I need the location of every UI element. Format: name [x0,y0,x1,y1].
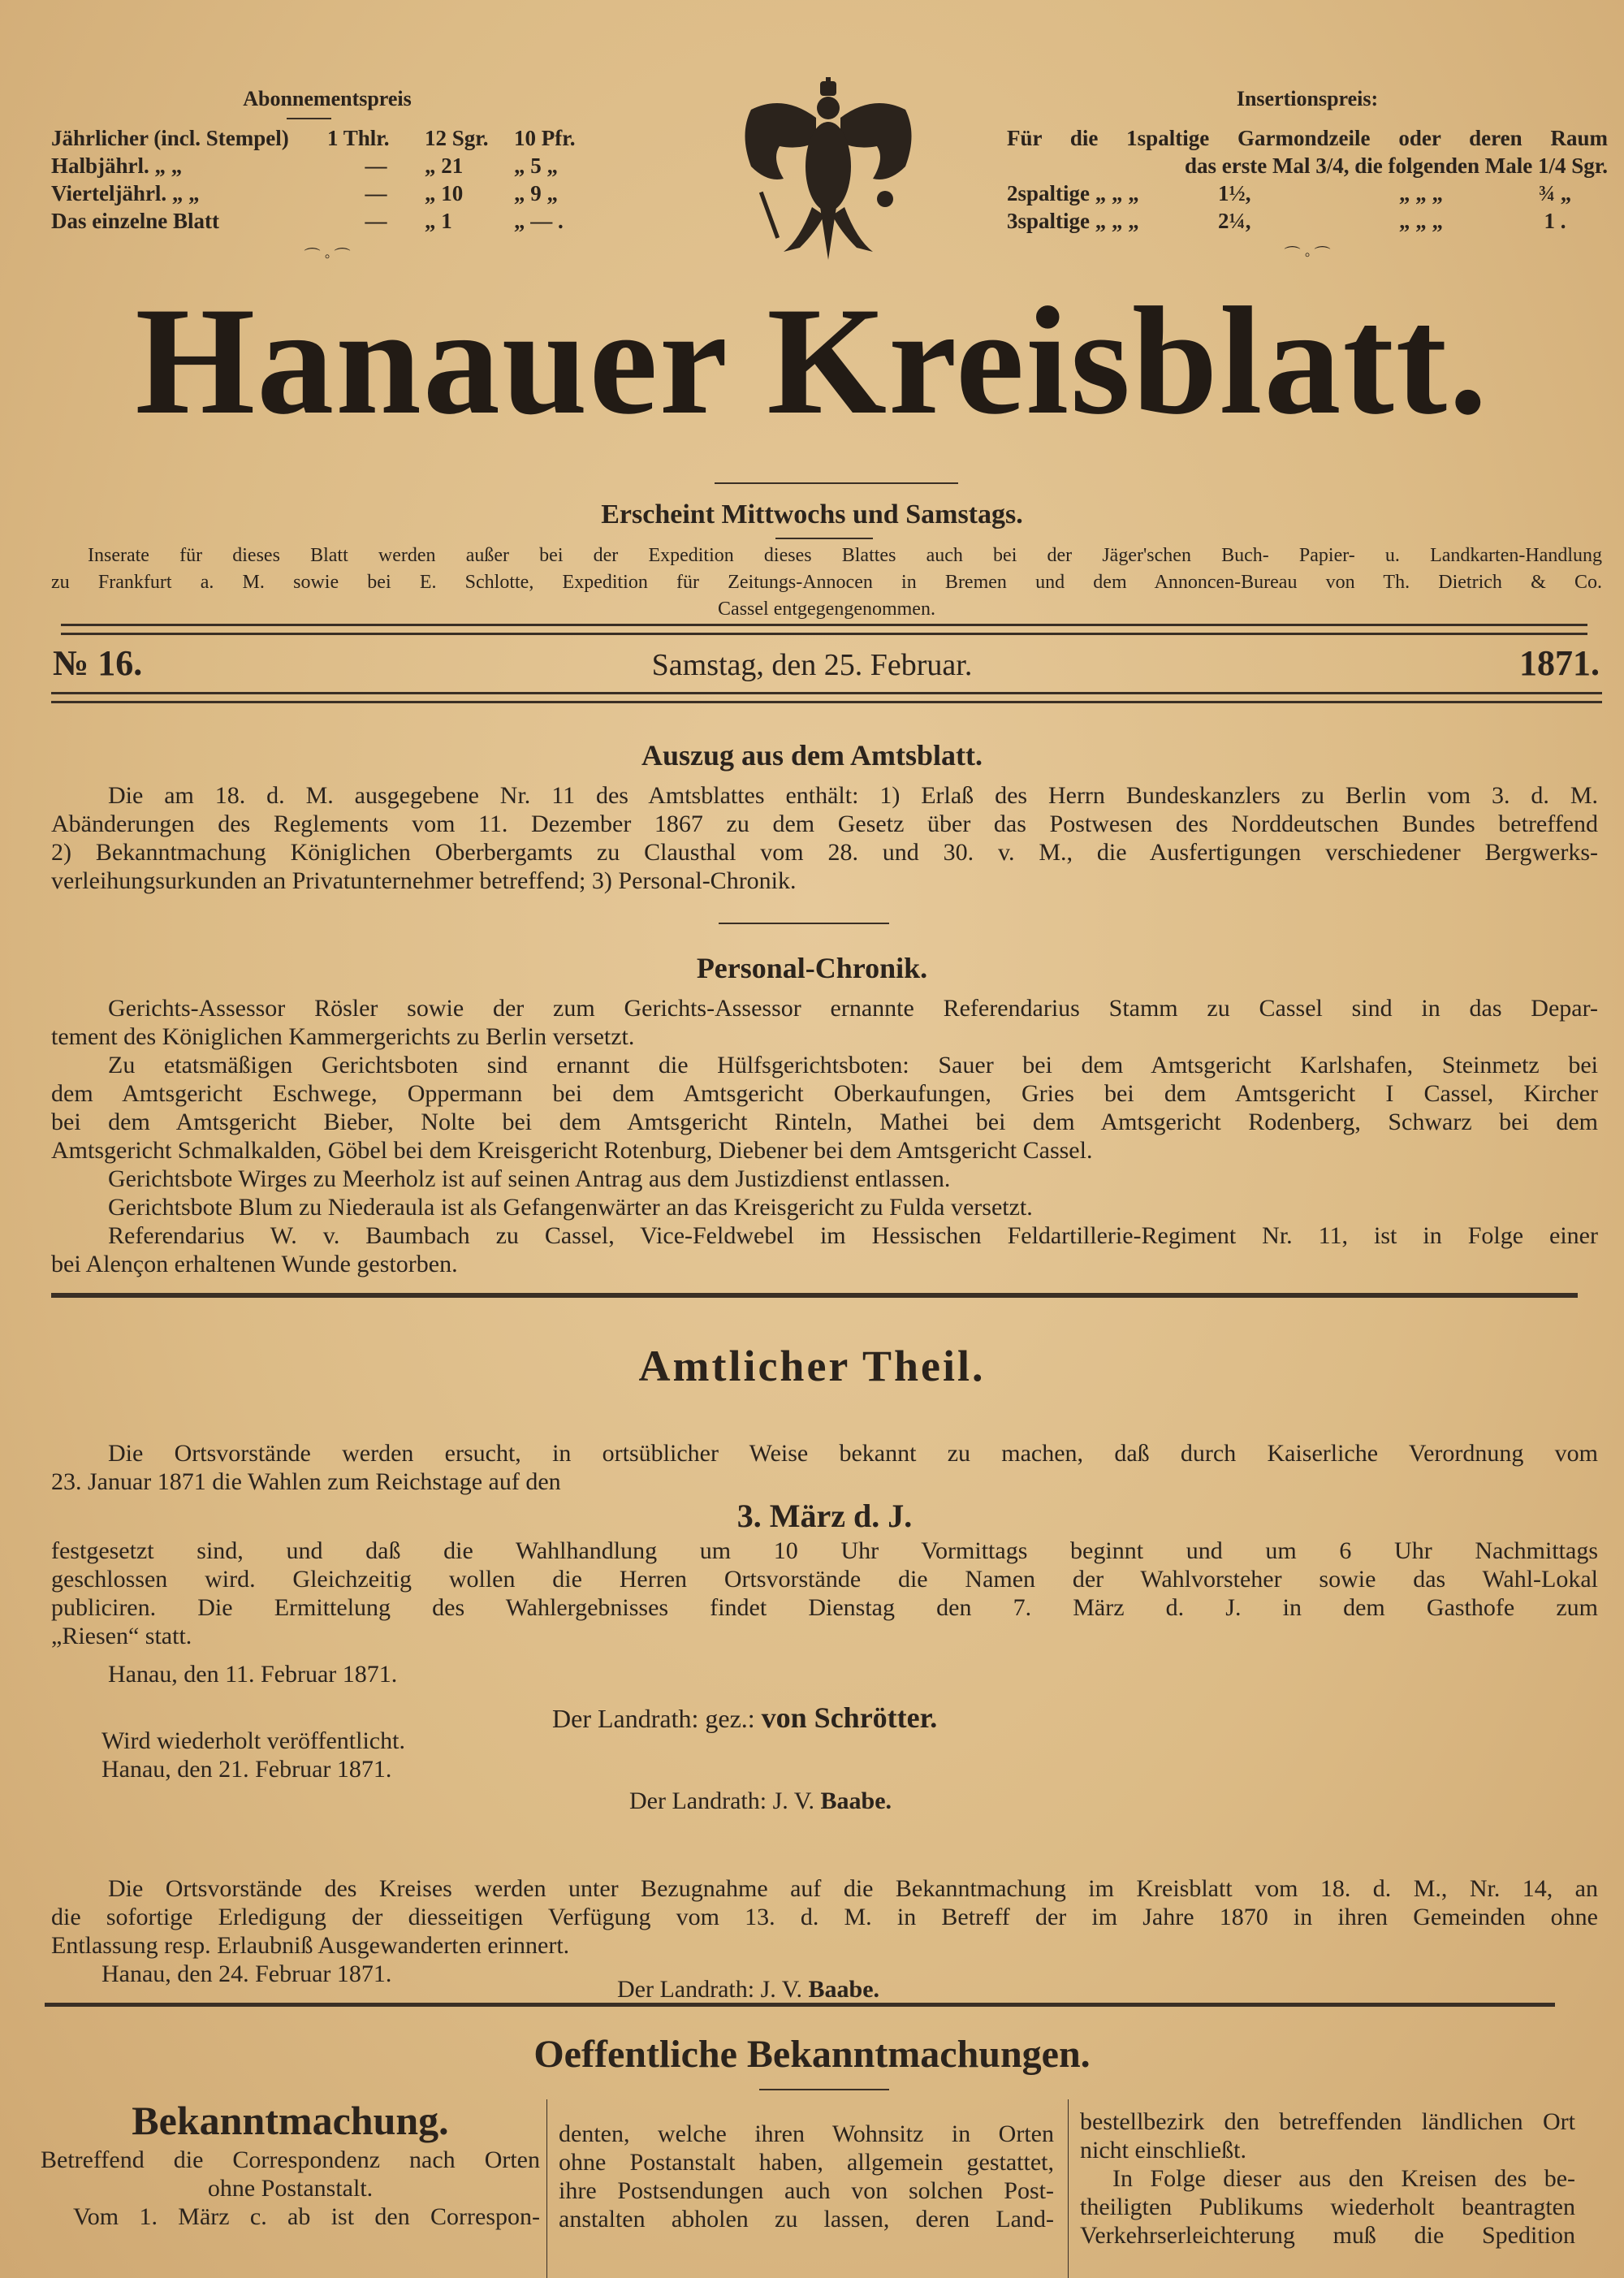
issue-number: № 16. [53,643,143,683]
double-rule [61,624,1587,635]
insertion-next: ¾ „ [1538,181,1572,205]
text-line: In Folge dieser aus den Kreisen des be- [1112,2165,1575,2192]
price-label: Jährlicher (incl. Stempel) [51,126,289,150]
text-line: Gerichtsbote Blum zu Niederaula ist als Gefangenwärter an das Kreisgericht zu Fulda versetzt. [108,1194,1033,1221]
price-pf: „ — . [514,209,564,233]
insertion-first: 1½, [1218,181,1251,205]
place-date: Hanau, den 21. Februar 1871. [102,1756,392,1783]
section-heading-personal: Personal-Chronik. [696,952,928,984]
price-label: Halbjährl. „ „ [51,153,183,178]
insertion-ditto: „ „ „ [1399,181,1443,205]
text-line: tement des Königlichen Kammergerichts zu Berlin versetzt. [51,1023,635,1050]
ornament: ⌒ ◦ ⌒ [1284,246,1331,264]
place-date: Hanau, den 24. Februar 1871. [102,1960,392,1987]
notice-title: Bekanntmachung. [132,2098,449,2143]
column-divider [546,2099,547,2278]
text-line: Gerichtsbote Wirges zu Meerholz ist auf seinen Antrag aus dem Justizdienst entlassen. [108,1165,951,1192]
text-line: Die Ortsvorstände des Kreises werden unter Bezugnahme auf die Bekanntmachung im Kreisblatt vom 18. d. M., Nr. 14, an [108,1875,1598,1902]
auszug-text [51,781,1598,895]
text-line: 23. Januar 1871 die Wahlen zum Reichstage auf den [51,1468,561,1495]
price-sgr: „ 10 [425,181,464,205]
column-2 [559,2120,1054,2233]
notice-subtitle: Betreffend die Correspondenz nach Orten [41,2146,540,2173]
issue-date: Samstag, den 25. Februar. [651,648,973,682]
column-1 [41,2095,540,2231]
text-line: „Riesen“ statt. [51,1623,192,1649]
divider [287,118,331,119]
divider [715,482,958,484]
issue-year: 1871. [1519,643,1600,683]
signature-label: Der Landrath: J. V. [617,1976,803,2003]
price-sgr: „ 21 [425,153,464,178]
section-heading-oeffentlich: Oeffentliche Bekanntmachungen. [533,2033,1091,2076]
text-line: bestellbezirk den betreffenden ländlichen Ort [1080,2108,1575,2135]
publication-schedule: Erscheint Mittwochs und Samstags. [601,499,1023,530]
text-line: ihre Postsendungen auch von solchen Post- [559,2177,1054,2204]
divider [775,538,873,539]
price-label: Das einzelne Blatt [51,209,219,233]
notice-line: Inserate für dieses Blatt werden außer bei der Expedition dieses Blattes auch bei der Jäger'schen Buch- Papier- u. Landkarten-Handlung [88,545,1602,566]
section-heading-amtlich: Amtlicher Theil. [638,1342,986,1390]
price-pf: 10 Pfr. [514,126,576,150]
text-line: Vom 1. März c. ab ist den Correspon- [73,2203,540,2230]
text-line: dem Amtsgericht Eschwege, Oppermann bei dem Amtsgericht Oberkaufungen, Gries bei dem Amtsgericht I Cassel, Kircher [51,1080,1598,1107]
ornament: ⌒ ◦ ⌒ [304,248,351,266]
insertion-label: 3spaltige „ „ „ [1007,209,1139,233]
thick-rule [45,2003,1555,2007]
text-line: geschlossen wird. Gleichzeitig wollen die Herren Ortsvorstände die Namen der Wahlvorsteher sowie das Wahl-Lokal [51,1566,1598,1593]
text-line: 2) Bekanntmachung Königlichen Oberbergamts zu Clausthal vom 28. und 30. v. M., die Ausfertigungen verschiedener Bergwerks- [51,839,1598,866]
election-date: 3. März d. J. [736,1498,913,1534]
text-line: Abänderungen des Reglements vom 11. Dezember 1867 zu dem Gesetz über das Postwesen des Norddeutschen Bundes betreffend [51,810,1598,837]
signature-1 [552,1701,938,1734]
insertion-label: 2spaltige „ „ „ [1007,181,1139,205]
repeat-notice [102,1727,405,1783]
signature-label: Der Landrath: J. V. [629,1787,815,1814]
divider [759,2089,889,2090]
text-line: theiligten Publikums wiederholt beantragten [1080,2194,1575,2220]
signature-2 [629,1787,892,1815]
election-notice [51,1439,1598,1688]
notice-line: Cassel entgegengenommen. [718,599,935,620]
price-label: Vierteljährl. „ „ [51,181,200,205]
signature-name: Baabe. [820,1787,892,1814]
price-sgr: 12 Sgr. [425,126,489,150]
text-line: Gerichts-Assessor Rösler sowie der zum Gerichts-Assessor ernannte Referendarius Stamm zu Cassel sind in das Depar- [108,995,1598,1022]
divider [719,923,889,924]
column-3 [1080,2107,1575,2250]
text-line: publiciren. Die Ermittelung des Wahlergebnisses findet Dienstag den 7. März d. J. in dem Gasthofe zum [51,1594,1598,1621]
insertion-ditto: „ „ „ [1399,209,1443,233]
signature-3 [617,1975,879,2004]
repeat-note: Wird wiederholt veröffentlicht. [102,1727,405,1754]
text-line: denten, welche ihren Wohnsitz in Orten [559,2120,1054,2147]
insertion-heading: Insertionspreis: [1236,87,1379,110]
text-line: Referendarius W. v. Baumbach zu Cassel, Vice-Feldwebel im Hessischen Feldartillerie-Regiment Nr. 11, ist in Folge einer [108,1222,1598,1249]
subscription-heading: Abonnementspreis [243,87,412,110]
price-sgr: „ 1 [425,209,452,233]
price-pf: „ 9 „ [514,181,558,205]
text-line: Zu etatsmäßigen Gerichtsboten sind ernannt die Hülfsgerichtsboten: Sauer bei dem Amtsgericht Karlshafen, Steinmetz bei [108,1052,1598,1078]
advertising-notice [51,542,1602,623]
text-line: Die am 18. d. M. ausgegebene Nr. 11 des Amtsblattes enthält: 1) Erlaß des Herrn Bundeskanzlers zu Berlin vom 3. d. M. [108,782,1598,809]
text-line: Entlassung resp. Erlaubniß Ausgewanderten erinnert. [51,1932,570,1959]
price-pf: „ 5 „ [514,153,558,178]
text-line: bei dem Amtsgericht Bieber, Nolte bei dem Amtsgericht Rinteln, Mathei bei dem Amtsgericht Rodenberg, Schwarz bei dem [51,1109,1598,1135]
insertion-next: 1 . [1544,209,1566,233]
text-line: ohne Postanstalt haben, allgemein gestattet, [559,2149,1054,2176]
notice-subtitle: ohne Postanstalt. [207,2175,374,2202]
masthead-title: Hanauer Kreisblatt. [135,276,1489,447]
notice-line: zu Frankfurt a. M. sowie bei E. Schlotte, Expedition für Zeitungs-Annocen in Bremen und dem Annoncen-Bureau von Th. Dietrich & Co. [51,572,1602,593]
price-thlr: — [365,153,387,178]
signature-name: Baabe. [808,1976,880,2003]
text-line: nicht einschließt. [1080,2137,1246,2163]
text-line: die sofortige Erledigung der diesseitigen Verfügung vom 13. d. M. in Betreff der im Jahre 1870 in ihren Gemeinden ohne [51,1904,1598,1930]
insertion-line: das erste Mal 3/4, die folgenden Male 1/4 Sgr. [1185,153,1608,178]
place-date: Hanau, den 11. Februar 1871. [108,1661,398,1688]
text-line: verleihungsurkunden an Privatunternehmer betreffend; 3) Personal-Chronik. [51,867,797,894]
signature-label: Der Landrath: gez.: [552,1704,755,1733]
double-rule [51,692,1602,703]
price-thlr: 1 Thlr. [327,126,390,150]
text-line: Verkehrserleichterung muß die Spedition [1080,2222,1575,2249]
insertion-line: Für die 1spaltige Garmondzeile oder deren Raum [1007,126,1608,150]
text-line: Die Ortsvorstände werden ersucht, in ortsüblicher Weise bekannt zu machen, daß durch Kaiserliche Verordnung vom [108,1440,1598,1467]
emigration-notice [51,1874,1598,1988]
subscription-prices [51,85,603,266]
thick-rule [51,1293,1578,1298]
personal-text [51,994,1598,1278]
text-line: bei Alençon erhaltenen Wunde gestorben. [51,1251,458,1277]
column-divider [1068,2099,1069,2278]
insertion-first: 2¼, [1218,209,1251,233]
text-line: Amtsgericht Schmalkalden, Göbel bei dem Kreisgericht Rotenburg, Diebener bei dem Amtsgericht Cassel. [51,1137,1093,1164]
price-thlr: — [365,209,387,233]
insertion-prices [1007,85,1608,265]
price-thlr: — [365,181,387,205]
signature-name: von Schrötter. [761,1701,938,1734]
section-heading-auszug: Auszug aus dem Amtsblatt. [641,739,983,772]
text-line: festgesetzt sind, und daß die Wahlhandlung um 10 Uhr Vormittags beginnt und um 6 Uhr Nachmittags [51,1537,1598,1564]
text-line: anstalten abholen zu lassen, deren Land- [559,2206,1054,2233]
prussian-eagle-emblem [735,77,922,264]
